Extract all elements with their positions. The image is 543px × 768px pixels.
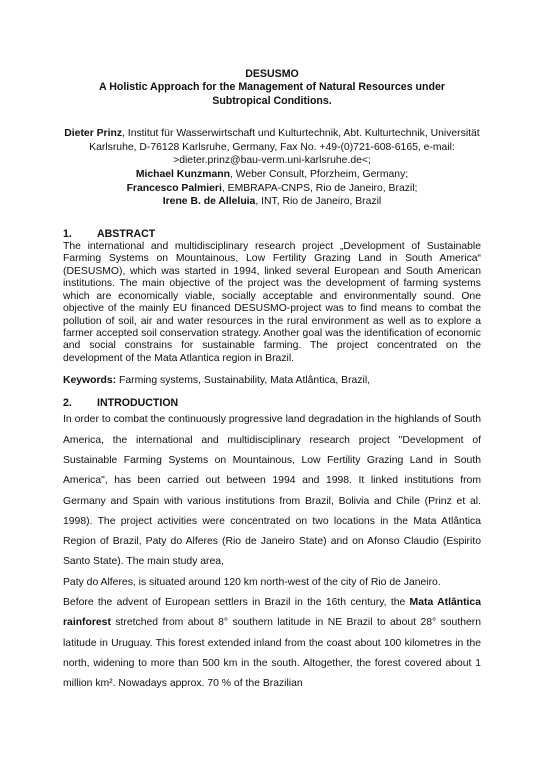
intro-p3-end: stretched from about 8° southern latitude in NE Brazil to about 28° southern latitude in Uruguay. This forest extended inland from the coast about 100 kilometres in the north, widening to more than 500 km in the south. Altogether, the forest covered about 1 million km². Nowadays approx. 70 % of the Brazilian [63, 617, 481, 690]
introduction-number: 2. [63, 397, 72, 410]
paper-page [63, 68, 481, 694]
introduction-heading [63, 397, 481, 410]
introduction-heading-text: INTRODUCTION [97, 397, 179, 410]
introduction-paragraph-2: Paty do Alferes, is situated around 120 km north-west of the city of Rio de Janeiro. [63, 576, 441, 588]
introduction-body [63, 410, 481, 694]
introduction-paragraph-3 [63, 593, 481, 694]
author-3 [63, 182, 481, 196]
author-1 [63, 127, 481, 168]
keywords [63, 374, 481, 387]
author-2-affiliation: , Weber Consult, Pforzheim, Germany; [229, 169, 409, 180]
author-3-affiliation: , EMBRAPA-CNPS, Rio de Janeiro, Brazil; [221, 182, 418, 194]
author-4-name: Irene B. de Alleluia [162, 196, 256, 208]
title-line-1: DESUSMO [245, 68, 299, 80]
abstract-heading-text: ABSTRACT [97, 227, 156, 240]
abstract-number: 1. [63, 227, 72, 240]
abstract-heading [63, 228, 481, 241]
author-block [63, 127, 481, 209]
mata-atlantica-term: Mata Atlântica rainforest [63, 596, 481, 629]
author-3-name: Francesco Palmieri [126, 182, 222, 194]
title-line-3: Subtropical Conditions. [212, 94, 332, 107]
author-2 [63, 168, 481, 182]
intro-p3-start: Before the advent of European settlers in Brazil in the 16th century, the [63, 596, 410, 608]
author-1-affiliation: , Institut für Wasserwirtschaft und Kulturtechnik, Abt. Kulturtechnik, Universität Karlsruhe, D-76128 Karlsruhe, Germany, Fax No. +49-(0)721-608-6165, e-mail: >dieter.prinz@bau-verm.uni-karlsruhe.de<; [89, 128, 480, 167]
introduction-paragraph-1: In order to combat the continuously progressive land degradation in the highlands of South America, the international and multidisciplinary research project "Development of Sustainable Farming Systems on Mountainous, Low Fertility Grazing Land in South America", has been carried out between 1994 and 1998. It linked institutions from Germany and Spain with various institutions from Brazil, Bolivia and Chile (Prinz et al. 1998). The project activities were concentrated on two locations in the Mata Atlântica Region of Brazil, Paty do Alferes (Rio de Janeiro State) and on Afonso Claudio (Espirito Santo State). The main study area, [63, 414, 481, 568]
keywords-label: Keywords: [63, 375, 117, 387]
paper-title [63, 68, 481, 108]
author-4 [63, 195, 481, 209]
author-4-affiliation: , INT, Rio de Janeiro, Brazil [255, 196, 382, 208]
title-line-2: A Holistic Approach for the Management of Natural Resources under [99, 81, 445, 94]
abstract-text: The international and multidisciplinary research project „Development of Sustainable Farming Systems on Mountainous, Low Fertility Grazing Land in South America“ (DESUSMO), which was started in 1994, linked several European and South American institutions. The main objective of the project was the development of farming systems which are economically viable, socially acceptable and environmentally sound. One objective of the mainly EU financed DESUSMO-project was to find means to combat the pollution of soil, air and water resources in the rural environment as well as to explore a farmer accepted soil conservation strategy. Another goal was the identification of economic and social constrains for sustainable farming. The project concentrated on the development of the Mata Atlantica region in Brazil. [63, 240, 481, 364]
author-1-name: Dieter Prinz [64, 128, 123, 140]
author-2-name: Michael Kunzmann [135, 169, 230, 180]
keywords-text: Farming systems, Sustainability, Mata Atlântica, Brazil, [116, 375, 371, 387]
